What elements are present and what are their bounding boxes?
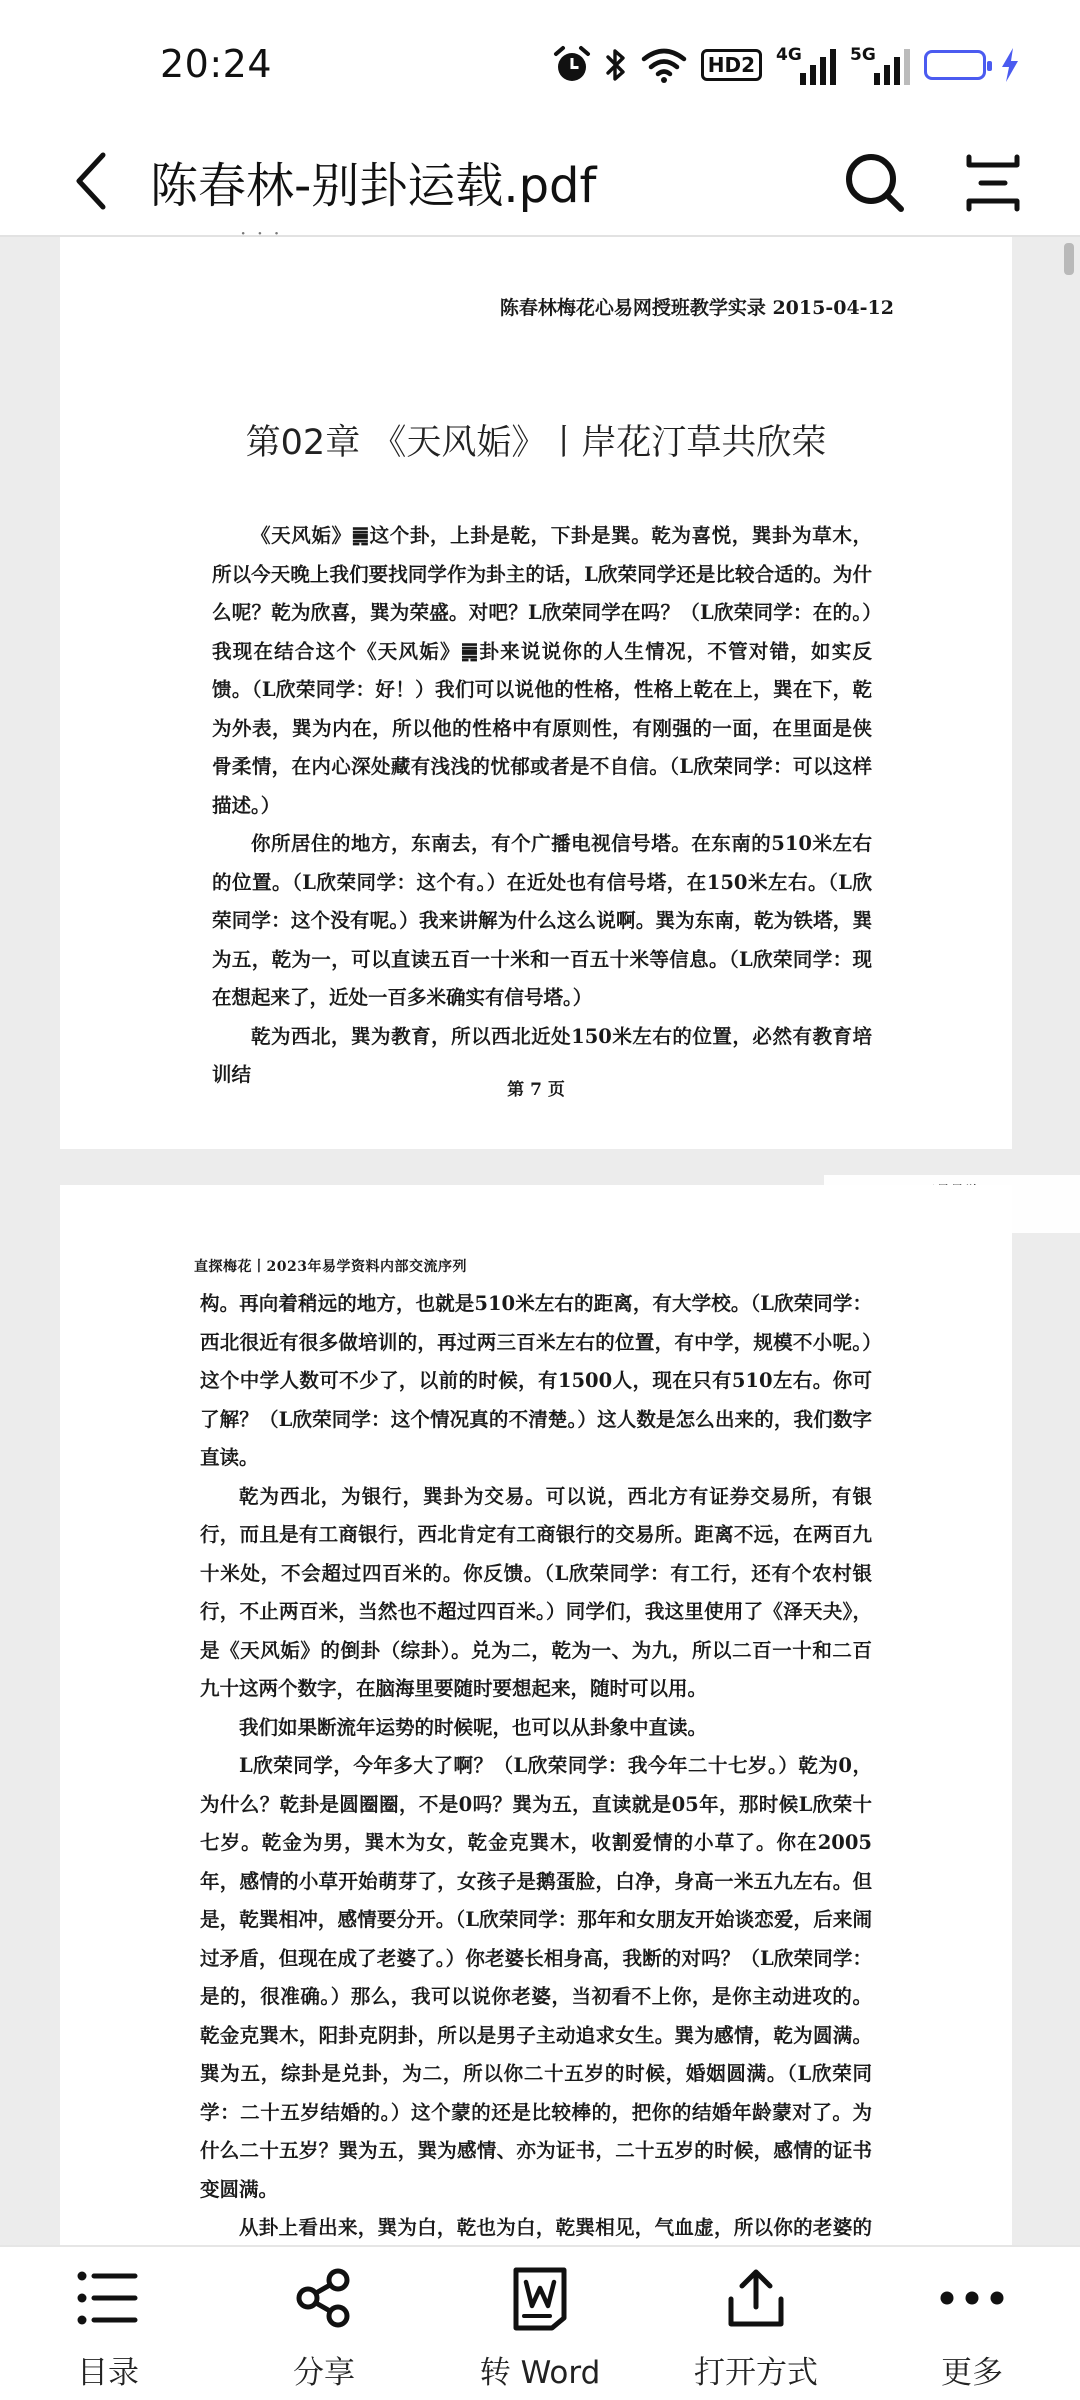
page-number: 第 7 页 bbox=[507, 1080, 565, 1100]
more-dots-icon bbox=[939, 2290, 1005, 2306]
back-arrow-icon bbox=[71, 151, 111, 211]
word-convert-icon bbox=[510, 2266, 570, 2330]
more-button[interactable] bbox=[882, 2263, 1062, 2393]
share-icon bbox=[294, 2268, 354, 2328]
more-label: 更多 bbox=[941, 2355, 1003, 2391]
chapter-title: 第02章 《天风姤》丨岸花汀草共欣荣 bbox=[245, 423, 827, 463]
signal-5g-icon: 5G bbox=[850, 45, 910, 85]
paragraph: 乾为西北，为银行，巽卦为交易。可以说，西北方有证券交易所，有银行，而且是有工商银行，西北肯定有工商银行的交易所。距离不远，在两百九十米处，不会超过四百米的。你反馈。（L欣荣同学：有工行，还有个农村银行，不止两百米，当然也不超过四百米。）同学们，我这里使用了《泽天夬》，是《天风姤》的倒卦（综卦）。兑为二，乾为一、为九，所以二百一十和二百九十这两个数字，在脑海里要随时要想起来，随时可以用。 bbox=[200, 1484, 872, 1700]
bottom-toolbar bbox=[0, 2245, 1080, 2400]
page-header: 直探梅花丨2023年易学资料内部交流序列 bbox=[194, 1259, 467, 1275]
charging-icon bbox=[1000, 42, 1020, 88]
paragraph: 我们如果断流年运势的时候呢，也可以从卦象中直读。 bbox=[239, 1715, 708, 1739]
page-body bbox=[200, 1285, 872, 2325]
more-menu-icon bbox=[963, 153, 1023, 213]
page-header: 陈春林梅花心易网授班教学实录 2015-04-12 bbox=[499, 297, 894, 319]
open-with-label: 打开方式 bbox=[694, 2355, 818, 2391]
page-layout-button[interactable] bbox=[953, 143, 1033, 223]
wifi-icon bbox=[641, 42, 687, 88]
paragraph: L欣荣同学，今年多大了啊？（L欣荣同学：我今年二十七岁。）乾为0，为什么？乾卦是圆圈圈，不是0吗？巽为五，直读就是05年，那时候L欣荣十七岁。乾金为男，巽木为女，乾金克巽木，收割爱情的小草了。你在2005年，感情的小草开始萌芽了，女孩子是鹅蛋脸，白净，身高一米五九左右。但是，乾巽相冲，感情要分开。（L欣荣同学：那年和女朋友开始谈恋爱，后来闹过矛盾，但现在成了老婆了。）你老婆长相身高，我断的对吗？（L欣荣同学：是的，很准确。）那么，我可以说你老婆，当初看不上你，是你主动进攻的。乾金克巽木，阳卦克阴卦，所以是男子主动追求女生。巽为感情，乾为圆满。巽为五，综卦是兑卦，为二，所以你二十五岁的时候，婚姻圆满。（L欣荣同学：二十五岁结婚的。）这个蒙的还是比较棒的，把你的结婚年龄蒙对了。为什么二十五岁？巽为五，巽为感情、亦为证书，二十五岁的时候，感情的证书变圆满。 bbox=[200, 1754, 872, 2201]
pdf-page bbox=[60, 1185, 1012, 2305]
open-with-button[interactable] bbox=[666, 2263, 846, 2393]
toc-label: 目录 bbox=[77, 2355, 139, 2391]
list-icon bbox=[77, 2270, 139, 2326]
page-body bbox=[212, 517, 872, 1095]
signal-4g-icon: 4G bbox=[776, 45, 836, 85]
pdf-page bbox=[60, 221, 1012, 1149]
status-bar bbox=[0, 0, 1080, 125]
search-button[interactable] bbox=[835, 143, 915, 223]
paragraph: 你所居住的地方，东南去，有个广播电视信号塔。在东南的510米左右的位置。（L欣荣同学：这个有。）在近处也有信号塔，在150米左右。（L欣荣同学：这个没有呢。）我来讲解为什么这么说啊。巽为东南，乾为铁塔，巽为五，乾为一，可以直读五百一十米和一百五十米等信息。（L欣荣同学：现在想起来了，近处一百多米确实有信号塔。） bbox=[212, 832, 872, 1009]
page-cut-fragment: · · · bbox=[240, 221, 282, 245]
battery-icon bbox=[924, 42, 986, 88]
search-icon bbox=[843, 151, 907, 215]
pdf-viewport[interactable] bbox=[0, 221, 1080, 2245]
convert-word-button[interactable] bbox=[450, 2263, 630, 2393]
status-icons bbox=[553, 40, 1020, 90]
top-app-bar bbox=[0, 125, 1080, 237]
convert-word-label: 转 Word bbox=[479, 2355, 601, 2391]
paragraph: 从卦上看出来，巽为白，乾也为白，乾巽相见，气血虚，所以你的老婆的 bbox=[239, 2216, 872, 2239]
toc-button[interactable] bbox=[18, 2263, 198, 2393]
share-button[interactable] bbox=[234, 2263, 414, 2393]
paragraph: 构。再向着稍远的地方，也就是510米左右的距离，有大学校。（L欣荣同学：西北很近有很多做培训的，再过两三百米左右的位置，有中学，规模不小呢。）这个中学人数可不少了，以前的时候，有1500人，现在只有510左右。你可了解？（L欣荣同学：这个情况真的不清楚。）这人数是怎么出来的，我们数字直读。 bbox=[200, 1292, 872, 1469]
paragraph: 乾为西北，巽为教育，所以西北近处150米左右的位置，必然有教育培训结 bbox=[212, 1024, 872, 1086]
scroll-thumb[interactable] bbox=[1064, 243, 1074, 275]
alarm-icon bbox=[553, 42, 591, 88]
hd-voice-icon: HD2 bbox=[701, 42, 762, 88]
share-label: 分享 bbox=[293, 2355, 355, 2391]
status-time: 20:24 bbox=[160, 42, 273, 86]
back-button[interactable] bbox=[56, 143, 126, 219]
bluetooth-icon bbox=[605, 42, 627, 88]
paragraph: 《天风姤》䷫这个卦，上卦是乾，下卦是巽。乾为喜悦，巽卦为草木，所以今天晚上我们要找同学作为卦主的话，L欣荣同学还是比较合适的。为什么呢？乾为欣喜，巽为荣盛。对吧？L欣荣同学在吗？（L欣荣同学：在的。）我现在结合这个《天风姤》䷫卦来说说你的人生情况，不管对错，如实反馈。（L欣荣同学：好！）我们可以说他的性格，性格上乾在上，巽在下，乾为外表，巽为内在，所以他的性格中有原则性，有刚强的一面，在里面是侠骨柔情，在内心深处藏有浅浅的忧郁或者是不自信。（L欣荣同学：可以这样描述。） bbox=[212, 524, 872, 817]
open-with-icon bbox=[726, 2267, 786, 2329]
document-title: 陈春林-别卦运载.pdf bbox=[150, 158, 597, 214]
